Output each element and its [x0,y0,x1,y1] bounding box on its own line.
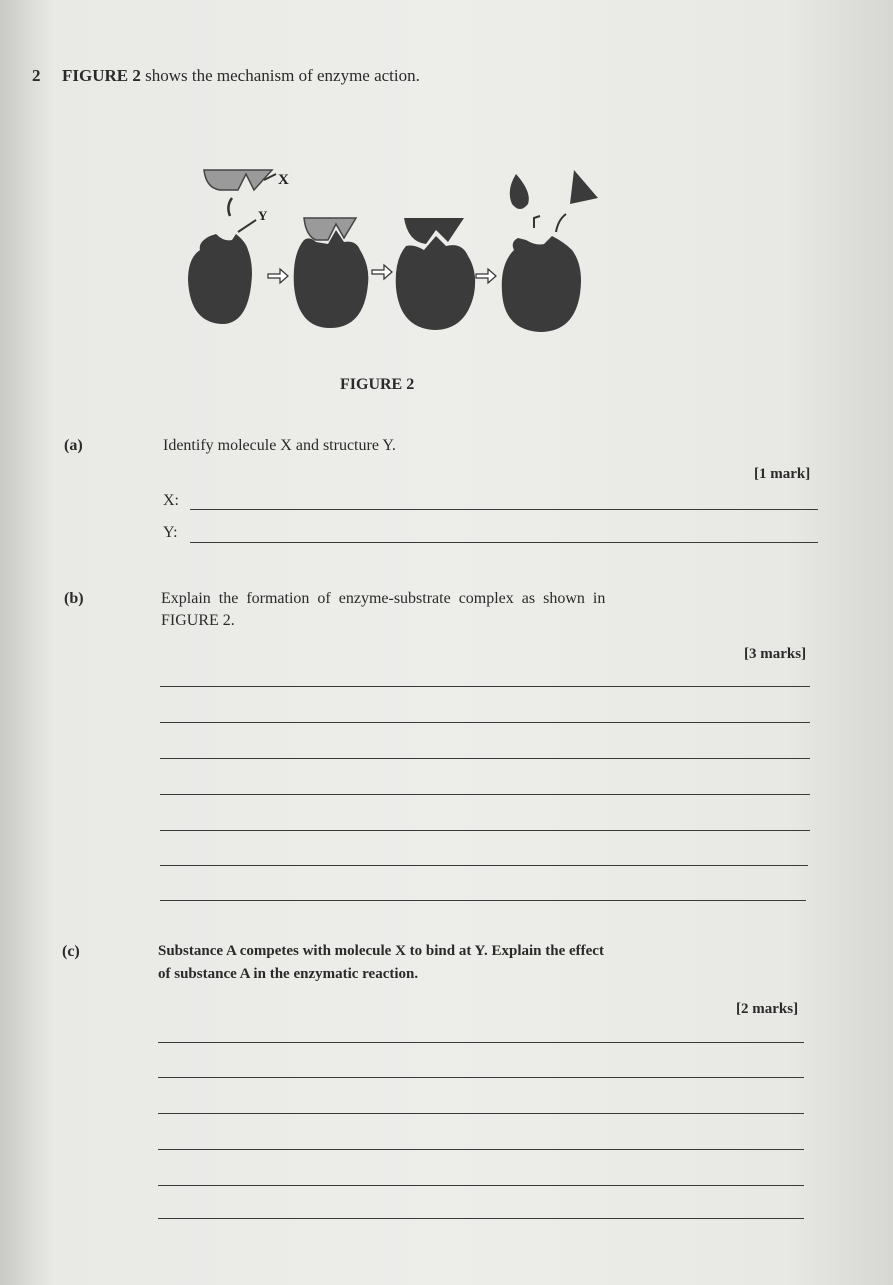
substrate-molecule [204,170,272,190]
question-intro-text: shows the mechanism of enzyme action. [145,66,420,85]
answer-c-line-2[interactable] [158,1077,804,1078]
answer-b-line-7[interactable] [160,900,806,901]
answer-x-line[interactable] [190,509,818,510]
stage-2-complex [294,218,369,328]
stage-4-products-released [502,170,598,332]
part-b-question-line1: Explain the formation of enzyme-substrate complex as shown in [161,590,606,607]
release-arrow-1 [534,216,540,228]
answer-b-line-2[interactable] [160,722,810,723]
answer-b-line-4[interactable] [160,794,810,795]
label-x: X [278,172,289,188]
question-number: 2 [32,66,41,85]
answer-b-line-1[interactable] [160,686,810,687]
down-arrow [228,198,232,216]
answer-c-line-3[interactable] [158,1113,804,1114]
part-c-marks: [2 marks] [736,1001,799,1017]
answer-x-label: X: [163,492,179,509]
arrow-1 [268,269,288,283]
answer-b-line-3[interactable] [160,758,810,759]
answer-c-line-4[interactable] [158,1149,804,1150]
stage-3-enzyme-product-complex [396,218,475,330]
product-1 [510,174,529,209]
part-c-question-line1: Substance A competes with molecule X to bind at Y. Explain the effect [158,943,604,959]
answer-b-line-5[interactable] [160,830,810,831]
part-b-question-line2: FIGURE 2. [161,612,235,629]
part-b-marks: [3 marks] [744,646,807,662]
release-arrow-2 [556,214,566,232]
part-c-question-line2: of substance A in the enzymatic reaction. [158,966,419,982]
enzyme-4 [502,236,581,332]
stage-1-enzyme-and-substrate [188,170,289,324]
answer-c-line-6[interactable] [158,1218,804,1219]
figure-reference: FIGURE 2 [62,66,141,85]
question-intro [62,66,420,86]
part-a-label: (a) [64,437,83,454]
part-a-marks: [1 mark] [754,466,811,482]
pointer-line-y [238,220,256,232]
part-c-label: (c) [62,943,80,960]
product-2 [570,170,598,204]
enzyme-3 [396,236,475,330]
label-y: Y [258,208,268,223]
part-a-question: Identify molecule X and structure Y. [163,437,396,454]
answer-y-label: Y: [163,524,178,541]
answer-c-line-1[interactable] [158,1042,804,1043]
part-b-label: (b) [64,590,84,607]
answer-b-line-6[interactable] [160,865,808,866]
enzyme-2 [294,230,369,328]
arrow-3 [476,269,496,283]
figure-caption: FIGURE 2 [340,376,415,393]
answer-y-line[interactable] [190,542,818,543]
answer-c-line-5[interactable] [158,1185,804,1186]
arrow-2 [372,265,392,279]
enzyme-1 [188,234,252,324]
substrate-bound-1 [304,218,356,240]
enzyme-mechanism-diagram [180,150,600,340]
